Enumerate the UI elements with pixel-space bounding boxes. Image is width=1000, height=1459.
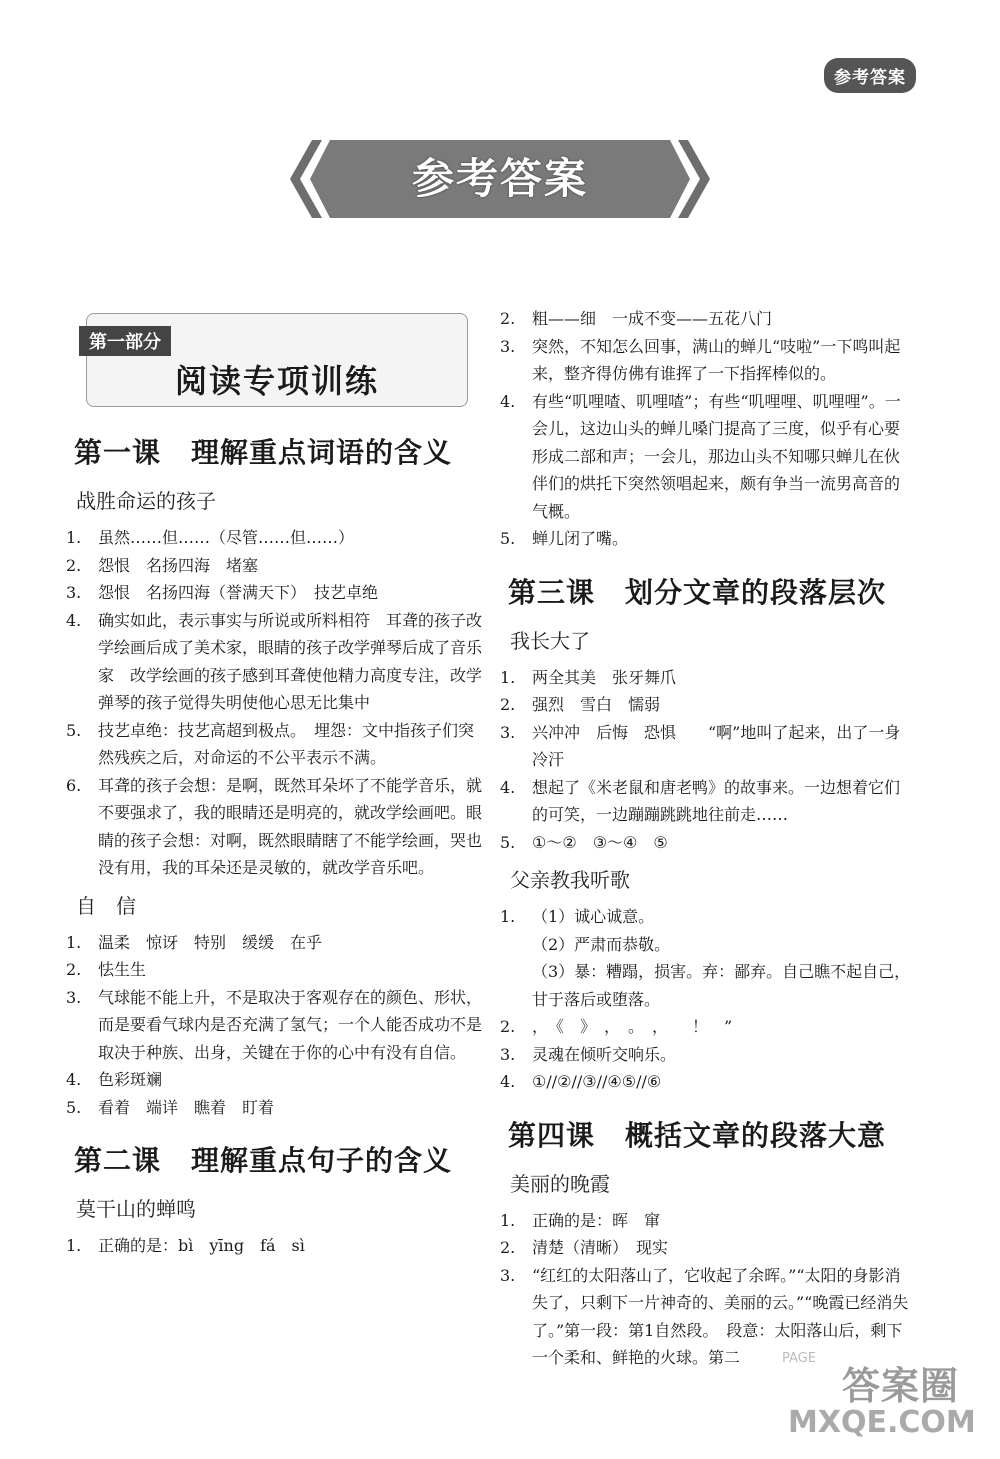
answer-number: 1.: [66, 932, 82, 952]
answer-item: [500, 774, 915, 829]
answer-item: [500, 1013, 915, 1041]
part-title: 阅读专项训练: [174, 362, 379, 400]
answer-number: 2.: [500, 309, 516, 328]
answer-item: [66, 717, 486, 772]
answer-text: 确实如此，表示事实与所说或所料相符 耳聋的孩子改学绘画后成了美术家，眼睛的孩子改学弹琴后成了音乐家 改学绘画的孩子感到耳聋使他精力高度专注，改学弹琴的孩子觉得失明使他心思无比集中: [98, 610, 483, 712]
answer-item: [66, 607, 486, 717]
section-title: 自 信: [76, 893, 136, 918]
answer-text: “红红的太阳落山了，它收起了余晖。”“太阳的身影消失了，只剩下一片神奇的、美丽的云。”“晚霞已经消失了。”第一段：第1自然段。 段意：太阳落山后，剩下一个柔和、鲜艳的火球。第二: [532, 1265, 909, 1367]
answer-item: [500, 903, 915, 931]
answer-text: 怨恨 名扬四海 堵塞: [98, 555, 259, 575]
answer-number: 3.: [500, 1044, 516, 1064]
answer-item: [500, 1041, 915, 1069]
answer-text: 想起了《米老鼠和唐老鸭》的故事来。一边想着它们的可笑，一边蹦蹦跳跳地往前走……: [532, 777, 901, 824]
answer-list: [66, 524, 486, 882]
watermark: [782, 1351, 982, 1451]
section-title: 战胜命运的孩子: [76, 489, 216, 513]
answer-list: [500, 305, 915, 553]
answer-text: （2）严肃而恭敬。: [532, 934, 671, 954]
answer-text: 温柔 惊讶 特别 缓缓 在乎: [98, 932, 323, 952]
answer-item: [500, 664, 915, 692]
answer-item: [66, 956, 486, 984]
section-title: 莫干山的蝉鸣: [76, 1197, 196, 1221]
answer-text: 怯生生: [98, 960, 147, 979]
answer-text: 色彩斑斓: [98, 1070, 163, 1089]
lesson-number: 第四课: [508, 1118, 596, 1152]
answer-number: 3.: [500, 336, 516, 356]
answer-item: [66, 524, 486, 552]
answer-text: 气球能不能上升，不是取决于客观存在的颜色、形状，而是要看气球内是否充满了氢气；一个人能否成功不是取决于种族、出身，关键在于你的心中有没有自信。: [98, 987, 483, 1062]
answer-number: 5.: [66, 720, 82, 740]
answer-text: 有些“叽哩喳、叽哩喳”；有些“叽哩哩、叽哩哩”。一会儿，这边山头的蝉儿嗓门提高了三度，似乎有心要形成二部和声；一会儿，那边山头不知哪只蝉儿在伙伴们的烘托下突然领唱起来，颇有争当一流男高音的气概。: [532, 391, 901, 521]
answer-text: 强烈 雪白 懦弱: [532, 695, 661, 714]
lesson-heading: [74, 1139, 486, 1179]
answer-number: 3.: [66, 583, 82, 602]
answer-item: [500, 931, 915, 959]
answer-text: （1）诚心诚意。: [532, 907, 655, 926]
answer-number: 5.: [66, 1097, 82, 1117]
answer-number: 2.: [66, 960, 82, 979]
corner-tag: 参考答案: [824, 58, 916, 93]
answer-number: 2.: [500, 1017, 516, 1036]
answer-number: 1.: [66, 1236, 82, 1255]
answer-text: ①//②//③//④⑤//⑥: [532, 1072, 662, 1091]
watermark-page: PAGE: [782, 1351, 816, 1366]
answer-text: 怨恨 名扬四海（誉满天下） 技艺卓绝: [98, 583, 379, 602]
answer-number: 2.: [66, 555, 82, 575]
answer-item: [500, 1234, 915, 1262]
banner-title: 参考答案: [411, 154, 588, 203]
answer-list: [500, 1207, 915, 1372]
answer-item: [500, 1207, 915, 1235]
answer-item: [500, 305, 915, 333]
lesson-number: 第二课: [74, 1144, 162, 1177]
answer-text: 技艺卓绝：技艺高超到极点。 埋怨：文中指孩子们突然残疾之后，对命运的不公平表示不满。: [98, 720, 475, 767]
answer-text: 看着 端详 瞧着 盯着: [98, 1097, 275, 1117]
part-label: 第一部分: [79, 326, 171, 356]
lesson-heading: [74, 431, 486, 471]
answer-number: 4.: [500, 777, 516, 797]
answer-number: 6.: [66, 775, 82, 795]
answer-text: 兴冲冲 后悔 恐惧 “啊”地叫了起来，出了一身冷汗: [532, 722, 901, 769]
answer-item: [500, 1068, 915, 1096]
answer-number: 2.: [500, 695, 516, 714]
title-banner: [290, 136, 710, 222]
answer-number: 1.: [500, 1210, 516, 1230]
answer-number: 1.: [500, 907, 516, 926]
right-column: [500, 305, 915, 1380]
answer-item: [500, 333, 915, 388]
answer-text: 灵魂在倾听交响乐。: [532, 1044, 677, 1064]
answer-item: [66, 1094, 486, 1122]
answer-number: 3.: [500, 722, 516, 742]
answer-text: 正确的是：晖 窜: [532, 1210, 661, 1230]
section-title: 美丽的晚霞: [510, 1171, 610, 1196]
answer-text: （3）暴：糟蹋，损害。弃：鄙弃。自己瞧不起自己，甘于落后或堕落。: [532, 962, 911, 1009]
lesson-title: 划分文章的段落层次: [625, 575, 887, 609]
answer-number: 3.: [500, 1265, 516, 1285]
answer-text: 蝉儿闭了嘴。: [532, 529, 629, 548]
answer-number: 4.: [500, 1072, 516, 1091]
answer-number: 5.: [500, 832, 516, 852]
lesson-heading: [508, 1114, 915, 1154]
lesson-heading: [508, 571, 915, 611]
section-title: 父亲教我听歌: [510, 868, 630, 892]
answer-number: 4.: [500, 391, 516, 411]
answer-item: [66, 772, 486, 882]
answer-item: [66, 929, 486, 957]
answer-item: [500, 719, 915, 774]
part-box: [86, 313, 468, 407]
answer-item: [500, 829, 915, 857]
answer-item: [500, 958, 915, 1013]
answer-number: 4.: [66, 1070, 82, 1089]
answer-text: 虽然……但……（尽管……但……）: [98, 528, 355, 547]
answer-text: 清楚（清晰） 现实: [532, 1238, 669, 1257]
answer-number: 5.: [500, 529, 516, 548]
left-column: [66, 305, 486, 1268]
answer-number: 1.: [500, 667, 516, 687]
answer-number: 3.: [66, 987, 82, 1007]
answer-text: 突然，不知怎么回事，满山的蝉儿“吱啦”一下鸣叫起来，整齐得仿佛有谁挥了一下指挥棒似的。: [532, 336, 901, 383]
answer-item: [66, 1066, 486, 1094]
watermark-url: MXQE.COM: [788, 1405, 976, 1440]
answer-item: [500, 691, 915, 719]
watermark-logo: 答案圈: [842, 1364, 960, 1408]
section-title: 我长大了: [510, 628, 590, 653]
answer-item: [500, 525, 915, 553]
answer-item: [500, 388, 915, 526]
answer-text: 粗——细 一成不变——五花八门: [532, 309, 773, 328]
answer-text: ①～② ③～④ ⑤: [532, 832, 668, 852]
lesson-title: 概括文章的段落大意: [625, 1118, 887, 1152]
lesson-title: 理解重点句子的含义: [191, 1144, 453, 1177]
answer-text: 耳聋的孩子会想：是啊，既然耳朵坏了不能学音乐，就不要强求了，我的眼睛还是明亮的，就改学绘画吧。眼睛的孩子会想：对啊，既然眼睛瞎了不能学绘画，哭也没有用，我的耳朵还是灵敏的，就改学音乐吧。: [98, 775, 483, 877]
answer-text: 正确的是：bì yīng fá sì: [98, 1236, 305, 1255]
answer-list: [500, 903, 915, 1096]
answer-number: 1.: [66, 528, 82, 547]
lesson-number: 第三课: [508, 575, 596, 609]
answer-item: [66, 552, 486, 580]
answer-item: [66, 1232, 486, 1260]
answer-text: ， 《 》 ， 。 ， ！ ”: [532, 1017, 733, 1036]
answer-list: [66, 1232, 486, 1260]
lesson-title: 理解重点词语的含义: [191, 436, 453, 469]
answer-number: 4.: [66, 610, 82, 630]
answer-list: [500, 664, 915, 857]
answer-item: [66, 579, 486, 607]
lesson-number: 第一课: [74, 436, 162, 469]
answer-text: 两全其美 张牙舞爪: [532, 667, 677, 687]
answer-item: [66, 984, 486, 1067]
answer-list: [66, 929, 486, 1122]
answer-number: 2.: [500, 1238, 516, 1257]
